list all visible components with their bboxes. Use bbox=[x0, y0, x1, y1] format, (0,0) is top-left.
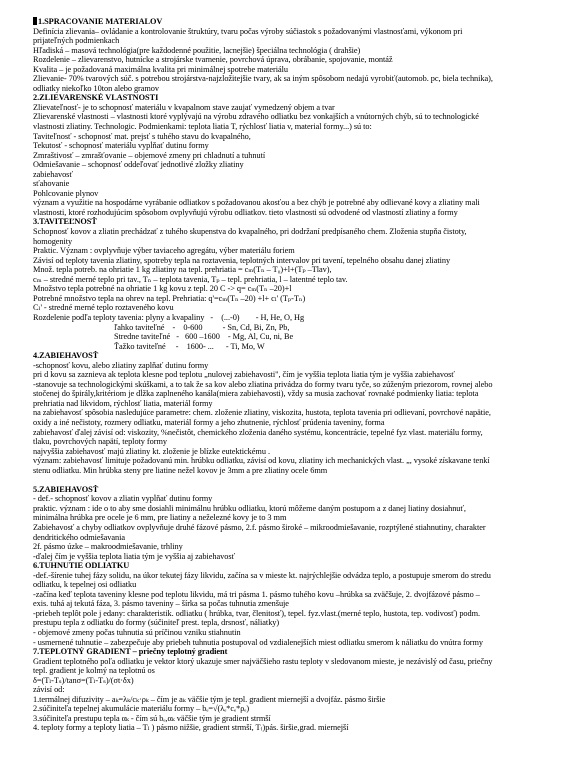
blank-line bbox=[33, 475, 561, 485]
line-text: Tekutosť - schopnosť materiálu vypĺňať dutinu formy bbox=[33, 141, 209, 151]
text-line bbox=[33, 27, 561, 37]
section-heading bbox=[33, 647, 561, 657]
text-line bbox=[33, 151, 561, 161]
line-text: Hľadiská – masová technológia(pre každodenné použitie, lacnejšie) špeciálna technológia ( drahšie) bbox=[33, 45, 361, 55]
line-text: Ťažko taviteľné - 1600- ... - Ti, Mo, W bbox=[33, 341, 265, 351]
text-line bbox=[33, 170, 561, 180]
text-line bbox=[33, 160, 561, 170]
line-text: 2.súčiniteľa tepelnej akumulácie materiálu formy – bₑ=√(λₑ*cₑ*ρₑ) bbox=[33, 704, 250, 714]
line-text: Zlievateľnosť- je to schopnosť materiálu v kvapalnom stave zaujať vymedzený objem a tvar bbox=[33, 102, 335, 112]
line-text: - objemové zmeny počas tuhnutia sú príčinou vzniku stiahnutin bbox=[33, 628, 241, 637]
line-text: 2.ZLIEVARENSKÉ VLASTNOSTI bbox=[33, 93, 159, 103]
line-text: Zlievanie- 70% tvarových súč. s potrebou strojárstva-najzložitejšie tvary, ak sa iným spôsobom nedajú vyrobiť(automob. pc, biela technika), bbox=[33, 74, 493, 84]
text-line bbox=[33, 447, 561, 457]
text-line bbox=[33, 141, 561, 151]
line-text: 4.ZABIEHAVOSŤ bbox=[33, 351, 99, 361]
line-text: sťahovanie bbox=[33, 179, 70, 189]
line-text: ľahko taviteľné - 0-600 - Sn, Cd, Bi, Zn, Pb, bbox=[33, 322, 290, 332]
text-line bbox=[33, 294, 561, 304]
line-text: Taviteľnosť - schopnosť mat. prejsť s tuhého stavu do kvapalného, bbox=[33, 131, 251, 141]
text-line bbox=[33, 246, 561, 256]
line-text: Množstvo tepla potrebné na ohriatie 1 kg kovu z tepl. 20 C -> q= cₘ(Tₙ –20)+l bbox=[33, 284, 292, 294]
text-line bbox=[33, 342, 561, 352]
text-line bbox=[33, 513, 561, 523]
text-line bbox=[33, 46, 561, 56]
text-line bbox=[33, 695, 561, 705]
text-line bbox=[33, 533, 561, 543]
text-line bbox=[33, 552, 561, 562]
line-text: Cₗ' - stredné merné teplo roztaveného kovu bbox=[33, 303, 174, 313]
text-line bbox=[33, 571, 561, 581]
text-line bbox=[33, 227, 561, 237]
line-text: praktic. význam : ide o to aby sme dosiahli minimálnu hrúbku odliatku, ktorú môžeme daným postupom a z danej liatiny dosiahnuť, bbox=[33, 503, 466, 513]
line-text: stočenej do špirály,kritériom je dĺžka zaplneného kanála(miera zabiehavosti), vždy sa musia zachovať rovnaké podmienky liatia: teplota bbox=[33, 389, 479, 399]
text-line bbox=[33, 704, 561, 714]
line-text: -začína keď teplota taveniny klesne pod teplotu likvidu, má tri pásma 1. pásmo tuhého kovu –hrúbka sa zväčšuje, 2. dvojfázové pásmo – bbox=[33, 589, 480, 599]
text-line bbox=[33, 55, 561, 65]
text-line bbox=[33, 323, 561, 333]
section-heading bbox=[33, 485, 561, 495]
text-line bbox=[33, 65, 561, 75]
section-heading bbox=[33, 17, 561, 27]
line-text: 6.TUHNUTIE ODLIATKU bbox=[33, 561, 130, 571]
line-text: Stredne taviteľné - 600 –1600 - Mg, Al, Cu, ni, Be bbox=[33, 332, 294, 342]
line-text: na zabiehavosť spôsobia nasledujúce parametre: chem. zloženie zliatiny, viskozita, hustota, teplota tavenia pri odlievaní, povrchové napätie, bbox=[33, 408, 491, 418]
text-line bbox=[33, 542, 561, 552]
section-heading bbox=[33, 217, 561, 227]
text-line bbox=[33, 676, 561, 686]
text-line bbox=[33, 408, 561, 418]
line-text: Zabiehavosť a chyby odliatkov ovplyvňuje druhé fázové pásmo, 2.f. pásmo široké – mikroodmiešavanie, rozptýlené stiahnutiny, charakter bbox=[33, 522, 486, 532]
line-text: Schopnosť kovov a zliatin prechádzať z tuhého skupenstva do kvapalného, pri dodržaní predpísaného chem. Zloženia stupňa čistoty, bbox=[33, 227, 467, 237]
line-text: 1.SPRACOVANIE MATERIALOV bbox=[38, 17, 163, 26]
list-marker-icon bbox=[33, 17, 37, 25]
line-text: prijateľných podmienkach bbox=[33, 36, 120, 46]
line-text: Zmraštivosť – zmrašťovanie – objemové zmeny pri chladnutí a tuhnutí bbox=[33, 150, 266, 160]
text-line bbox=[33, 657, 561, 667]
line-text: 2f. pásmo úzke – makroodmiešavanie, trhliny bbox=[33, 542, 183, 552]
text-line bbox=[33, 303, 561, 313]
text-line bbox=[33, 208, 561, 218]
line-text: prestupu tepla z odliatku do formy (súčiniteľ prest. tepla, drsnosť, náliatky) bbox=[33, 618, 280, 628]
text-line bbox=[33, 618, 561, 628]
text-line bbox=[33, 103, 561, 113]
text-line bbox=[33, 74, 561, 84]
line-text: tlaku, povrchových napätí, teploty formy bbox=[33, 437, 167, 447]
text-line bbox=[33, 361, 561, 371]
line-text: odliatku, k tepelnej osi odliatku bbox=[33, 580, 137, 590]
text-line bbox=[33, 456, 561, 466]
text-line bbox=[33, 284, 561, 294]
text-line bbox=[33, 332, 561, 342]
text-line bbox=[33, 599, 561, 609]
line-text: stenu odliatku. Min hrúbka steny pre liatine nežel kovov je 3mm a pre zliatiny ocele 6mm bbox=[33, 465, 328, 475]
line-text: odliatky niekoľko 10ton alebo gramov bbox=[33, 83, 159, 93]
text-line bbox=[33, 275, 561, 285]
text-line bbox=[33, 437, 561, 447]
line-text: -priebeh teplôt pole j edany: charakteristik. odliatku ( hrúbka, tvar, členitosť), tepel. fyz.vlast.(merné teplo, hustota, tep. vodivosť) podm. bbox=[33, 608, 481, 618]
line-text: zabiehavosť ďalej závisí od: viskozity, %nečistôt, chemického zloženia daného systému, koncentrácie, tepelné fyz vlast. materiálu formy, bbox=[33, 427, 483, 437]
text-line bbox=[33, 714, 561, 724]
line-text: exis. tuhá aj tekutá fáza, 3. pásmo taveniny – šírka sa počas tuhnutia zmenšuje bbox=[33, 599, 289, 609]
line-text: zabiehavosť bbox=[33, 169, 73, 179]
text-line bbox=[33, 132, 561, 142]
line-text: Pohlcovanie plynov bbox=[33, 188, 99, 198]
line-text: Zlievarenské vlastnosti – vlastnosti ktoré vyplývajú na výrobu zdravého odliatku bez vonkajších a vnútorných chýb, sú to technologické bbox=[33, 112, 479, 122]
line-text: minimálna hrúbka pre ocele je 6 mm, pre liatiny a neželezné kovy je to 3 mm bbox=[33, 513, 287, 523]
line-text: cₘ – stredné merné teplo pri tav., Tₙ – teplota tavenia, Tₚ – tepl. prehriatia, l – latentné teplo tav. bbox=[33, 274, 348, 284]
line-text: vlastnosti zliatiny. Technologic. Podmienkami: teplota liatia T, rýchlosť liatia v, material formy...) sú to: bbox=[33, 122, 372, 132]
line-text: - def.- schopnosť kovov a zliatin vypĺňať dutinu formy bbox=[33, 494, 213, 504]
text-line bbox=[33, 666, 561, 676]
text-line bbox=[33, 638, 561, 648]
line-text: Rozdelenie – zlievarenstvo, hutnícke a strojárske tvarnenie, povrchová úprava, obrábanie, spojovanie, montáž bbox=[33, 55, 393, 65]
text-line bbox=[33, 189, 561, 199]
text-line bbox=[33, 590, 561, 600]
text-line bbox=[33, 313, 561, 323]
line-text: význam: zabiehavosť limituje požadovanú min. hrúbku odliatku, závisí od kovu, zliatiny ich mechanických vlast. „, vysoké získavane tenkí bbox=[33, 456, 490, 466]
text-line bbox=[33, 628, 561, 638]
text-line bbox=[33, 112, 561, 122]
section-heading bbox=[33, 561, 561, 571]
line-text: vlastnosti, ktoré rozhodujúcim spôsobom ovplyvňujú výrobu odliatkov. tieto vlastnosti sú odvodené od vlastností zliatiny a formy bbox=[33, 207, 458, 217]
text-line bbox=[33, 494, 561, 504]
section-heading bbox=[33, 351, 561, 361]
section-heading bbox=[33, 93, 561, 103]
text-line bbox=[33, 179, 561, 189]
line-text: Definícia zlievania– ovládanie a kontrolovanie štruktúry, tvaru počas výroby súčiastok s požadovanými vlastnosťami, výkonom pri bbox=[33, 26, 463, 36]
text-line bbox=[33, 428, 561, 438]
text-line bbox=[33, 418, 561, 428]
line-text: -stanovuje sa technologickými skúškami, a to tak že sa kov alebo zliatina privádza do formy tvaru tyče, so zúženým priezorom, rovnej alebo bbox=[33, 379, 493, 389]
text-line bbox=[33, 237, 561, 247]
text-line bbox=[33, 380, 561, 390]
line-text: -ďalej čím je vyššia teplota liatia tým je vyššia aj zabiehavosť bbox=[33, 551, 236, 561]
text-line bbox=[33, 198, 561, 208]
line-text: prehriatia nad likvidom, rýchlosť liatia, materiál formy bbox=[33, 398, 213, 408]
text-line bbox=[33, 580, 561, 590]
text-line bbox=[33, 685, 561, 695]
line-text: Odmiešavanie – schopnosť oddeľovať jednotlivé zložky zliatiny bbox=[33, 160, 244, 170]
line-text: Potrebné množstvo tepla na ohrev na tepl. Prehriatia: q'=cₘ(Tₙ –20) +l+ cₗ' (Tₚ-Tₙ) bbox=[33, 293, 306, 303]
line-text: najvyššia zabiehavosť majú zliatiny kt. zloženie je blízke eutektickému . bbox=[33, 446, 270, 456]
line-text: -schopnosť kovu, alebo zliatiny zaplňať dutinu formy bbox=[33, 360, 209, 370]
line-text: dendritického odmiešavania bbox=[33, 532, 126, 542]
line-text: 3.TAVITEĽNOSŤ bbox=[33, 217, 97, 227]
line-text: 7.TEPLOTNÝ GRADIENT – priečny teplotný gradient bbox=[33, 647, 228, 657]
line-text: Gradient teplotného poľa odliatku je vektor ktorý ukazuje smer najväčšieho rastu teploty v sledovanom mieste, je nezávislý od času, priečny bbox=[33, 656, 493, 666]
text-line bbox=[33, 504, 561, 514]
text-line bbox=[33, 609, 561, 619]
line-text: tepl. gradient je kolmý na teplotnú os bbox=[33, 666, 155, 676]
text-line bbox=[33, 723, 561, 733]
line-text: závisí od: bbox=[33, 685, 65, 695]
line-text: - usmernené tuhnutie – zabezpečuje aby priebeh tuhnutia postupoval od vzdialenejších miest odliatku smerom k náliatku do vnútra formy bbox=[33, 637, 484, 647]
line-text: 1.termálnej difuzivity – aₖ=λₖ/cₖ·ρₖ – čím je aₖ väčšie tým je tepl. gradient miernejší a dvojfáz. pásmo širšie bbox=[33, 694, 386, 704]
text-line bbox=[33, 370, 561, 380]
line-text: homogenity bbox=[33, 236, 73, 246]
line-text: Kvalita – je požadovaná maximálna kvalita pri minimálnej spotrebe materiálu bbox=[33, 64, 288, 74]
text-line bbox=[33, 122, 561, 132]
line-text: δ=(Tₗ-Tₛ)/tanσ=(Tₗ-Tₛ)/(σt·δx) bbox=[33, 675, 134, 685]
text-line bbox=[33, 466, 561, 476]
text-line bbox=[33, 523, 561, 533]
line-text: Závisí od teploty tavenia zliatiny, spotreby tepla na roztavenia, teplotných intervalov pri tavení, tepelného obsahu danej zliatiny bbox=[33, 255, 451, 265]
line-text: 5.ZABIEHAVOSŤ bbox=[33, 484, 99, 494]
line-text: -def.-šírenie tuhej fázy solidu, na úkor tekutej fázy likvidu, začína sa v mieste kt. najrýchlejšie odvádza teplo, a postupuje smerom do stredu bbox=[33, 570, 491, 580]
text-line bbox=[33, 36, 561, 46]
line-text: Praktic. Význam : ovplyvňuje výber taviaceho agregátu, výber materiálu foriem bbox=[33, 246, 295, 256]
text-line bbox=[33, 399, 561, 409]
line-text: Rozdelenie podľa teploty tavenia: plyny a kvapaliny - (...-0) - H, He, O, Hg bbox=[33, 312, 305, 322]
line-text: oxidy a iné nečistoty, rozmery odliatku, materiál formy a jeho zhutnenie, rýchlosť prúdenia taveniny, forma bbox=[33, 417, 385, 427]
line-text: Množ. tepla potreb. na ohriatie 1 kg zliatiny na tepl. prehriatia = cₘ(Tₙ – T₀)+l+(Tₚ –Tlav), bbox=[33, 265, 332, 275]
line-text: 3.súčiniteľa prestupu tepla αₖ - čím sú bₑ,αₖ väčšie tým je gradient strmší bbox=[33, 713, 271, 723]
line-text: význam a využitie na hospodárne vyrábanie odliatkov s požadovanou akosťou a bez chýb je potrebné aby odlievané kovy a zliatiny mali bbox=[33, 198, 480, 208]
text-line bbox=[33, 84, 561, 94]
text-line bbox=[33, 265, 561, 275]
text-line bbox=[33, 256, 561, 266]
line-text: pri d kovu sa zaznieva ak teplota klesne pod teplotu „nulovej zabiehavosti", čím je vyššia teplota liatia tým je vyššia zabiehavosť bbox=[33, 370, 455, 380]
text-line bbox=[33, 389, 561, 399]
document-page bbox=[33, 17, 561, 772]
line-text: 4. teploty formy a teploty liatia – Tₗ ) pásmo nižšie, gradient strmší, T₍)pás. širšie,grad. miernejší bbox=[33, 723, 349, 733]
